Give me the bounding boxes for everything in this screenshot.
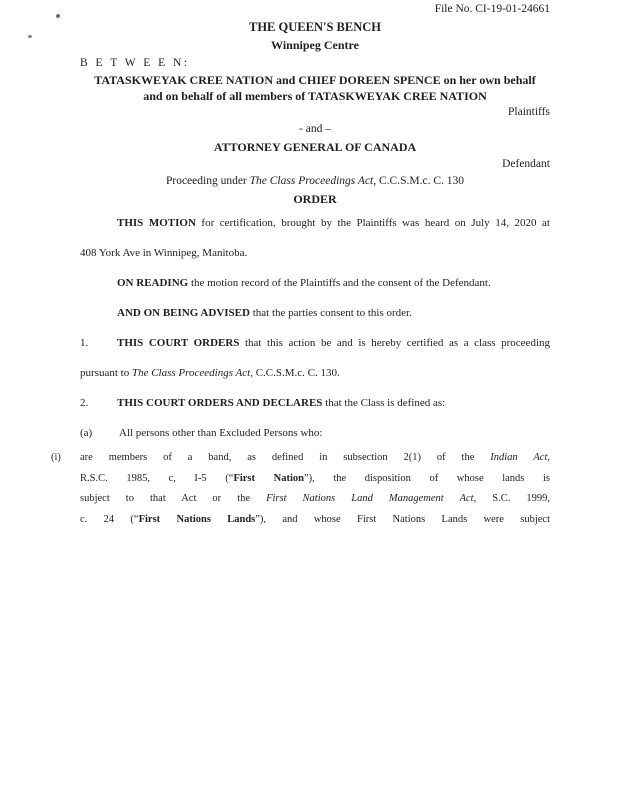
proceeding-under-line: Proceeding under The Class Proceedings Act, C.C.S.M.c. C. 130	[165, 175, 465, 187]
scan-artifact-speck	[55, 13, 60, 18]
defendant-name: ATTORNEY GENERAL OF CANADA	[213, 140, 417, 154]
class-definition-item-a-i: (i) are members of a band, as defined in subsection 2(1) of the Indian Act, R.S.C. 1985, c, I-5 (“First Nation”), the disposition of whose lands is subject to that Act or the First Nations Land Management Act, S.C. 1999, c. 24 (“First Nations Lands”), and whose First Nations Lands were subject	[51, 452, 550, 525]
file-number: File No. CI-19-01-24661	[434, 3, 550, 15]
plaintiff-name	[80, 72, 550, 104]
recital-on-being-advised: AND ON BEING ADVISED that the parties consent to this order.	[117, 307, 412, 319]
between-label: B E T W E E N:	[80, 57, 190, 69]
recital-on-reading: ON READING the motion record of the Plaintiffs and the consent of the Defendant.	[117, 277, 491, 289]
recital-this-motion: THIS MOTION for certification, brought by the Plaintiffs was heard on July 14, 2020 at 408 York Ave in Winnipeg, Manitoba.	[80, 217, 550, 259]
court-centre: Winnipeg Centre	[271, 38, 359, 52]
class-definition-item-a: (a) All persons other than Excluded Persons who:	[80, 427, 323, 439]
order-paragraph-2: 2. THIS COURT ORDERS AND DECLARES that the Class is defined as:	[80, 397, 446, 409]
plaintiff-name-line2: and on behalf of all members of TATASKWEYAK CREE NATION	[143, 89, 487, 103]
plaintiff-name-line1: TATASKWEYAK CREE NATION and CHIEF DOREEN SPENCE on her own behalf	[94, 73, 536, 87]
order-title: ORDER	[293, 192, 337, 206]
defendant-role-label: Defendant	[502, 158, 550, 170]
order-paragraph-1: 1. THIS COURT ORDERS that this action be and is hereby certified as a class proceeding pursuant to The Class Proceedings Act, C.C.S.M.c. C. 130.	[80, 337, 550, 379]
document-content	[51, 0, 550, 530]
court-name: THE QUEEN'S BENCH	[249, 20, 381, 34]
scan-artifact-speck	[28, 35, 32, 38]
plaintiff-role-label: Plaintiffs	[508, 106, 550, 118]
and-separator: - and –	[299, 123, 331, 135]
